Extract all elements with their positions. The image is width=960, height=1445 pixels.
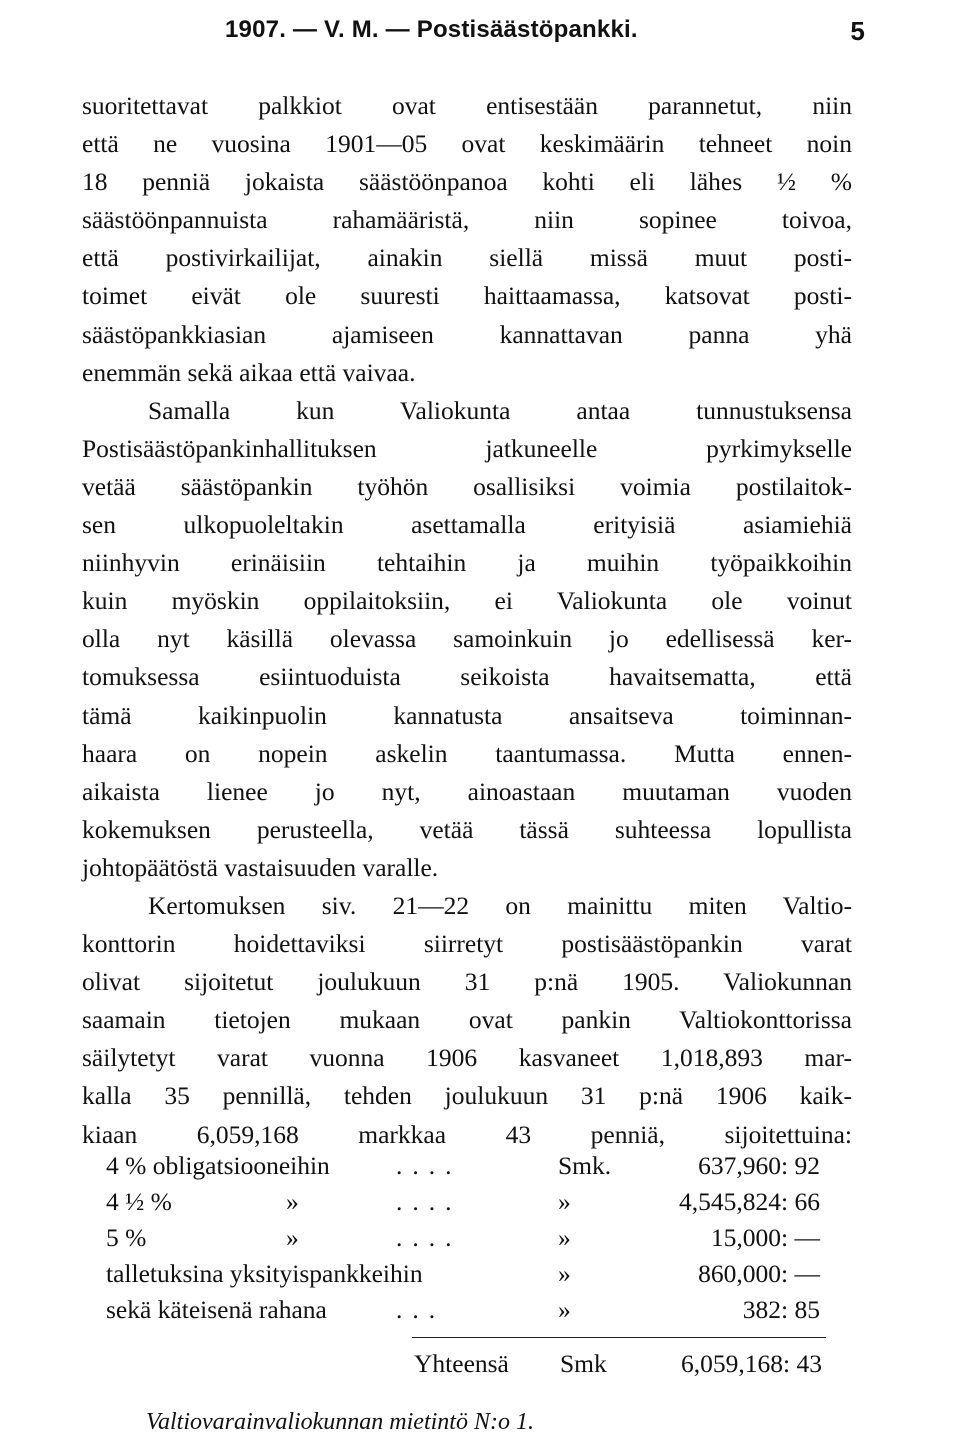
text-line: kokemuksen perusteella, vetää tässä suhteessa lopullista bbox=[82, 814, 852, 844]
currency-unit: » bbox=[558, 1187, 571, 1216]
dot-leader: ... bbox=[396, 1295, 446, 1324]
text-line: kiaan 6,059,168 markkaa 43 penniä, sijoitettuina: bbox=[82, 1119, 852, 1149]
holdings-table bbox=[106, 1148, 826, 1328]
dot-leader: .... bbox=[396, 1187, 462, 1216]
text-line: olivat sijoitetut joulukuun 31 p:nä 1905. Valiokunnan bbox=[82, 967, 852, 997]
text-line: vetää säästöpankin työhön osallisiksi voimia postilaitok- bbox=[82, 471, 852, 501]
total-amount: 6,059,168: 43 bbox=[681, 1349, 822, 1378]
text-line: enemmän sekä aikaa että vaivaa. bbox=[82, 357, 416, 387]
text-line: saamain tietojen mukaan ovat pankin Valtiokonttorissa bbox=[82, 1005, 852, 1035]
text-line: säilytetyt varat vuonna 1906 kasvaneet 1,018,893 mar- bbox=[82, 1043, 852, 1073]
holding-amount: 382: 85 bbox=[742, 1295, 820, 1324]
holdings-row bbox=[106, 1220, 826, 1256]
ditto-mark: » bbox=[286, 1187, 299, 1216]
holding-amount: 15,000: — bbox=[710, 1223, 820, 1252]
text-line: Postisäästöpankinhallituksen jatkuneelle pyrkimykselle bbox=[82, 433, 852, 463]
text-line: Samalla kun Valiokunta antaa tunnustuksensa bbox=[148, 395, 852, 425]
dot-leader: .... bbox=[396, 1151, 462, 1180]
currency-unit: » bbox=[558, 1295, 571, 1324]
text-line: tomuksessa esiintuoduista seikoista havaitsematta, että bbox=[82, 662, 852, 692]
holding-amount: 637,960: 92 bbox=[698, 1151, 820, 1180]
holding-amount: 4,545,824: 66 bbox=[679, 1187, 820, 1216]
holding-label: 4 % obligatsiooneihin bbox=[106, 1151, 330, 1180]
running-header bbox=[225, 16, 865, 56]
text-line: sen ulkopuoleltakin asettamalla erityisiä asiamiehiä bbox=[82, 510, 852, 540]
holdings-row bbox=[106, 1292, 826, 1328]
text-line: tämä kaikinpuolin kannatusta ansaitseva toiminnan- bbox=[82, 700, 852, 730]
text-line: säästöönpannuista rahamääristä, niin sopinee toivoa, bbox=[82, 205, 852, 235]
sum-rule bbox=[412, 1337, 826, 1338]
text-line: aikaista lienee jo nyt, ainoastaan muutaman vuoden bbox=[82, 776, 852, 806]
holding-label: sekä käteisenä rahana bbox=[106, 1295, 327, 1324]
holdings-row bbox=[106, 1148, 826, 1184]
currency-unit: » bbox=[558, 1223, 571, 1252]
text-line: että ne vuosina 1901—05 ovat keskimäärin tehneet noin bbox=[82, 129, 852, 159]
text-line: Kertomuksen siv. 21—22 on mainittu miten Valtio- bbox=[148, 890, 852, 920]
body-text bbox=[82, 88, 852, 1155]
text-line: olla nyt käsillä olevassa samoinkuin jo edellisessä ker- bbox=[82, 624, 852, 654]
text-line: säästöpankkiasian ajamiseen kannattavan panna yhä bbox=[82, 319, 852, 349]
text-line: 18 penniä jokaista säästöönpanoa kohti eli lähes ½ % bbox=[82, 167, 852, 197]
currency-unit: Smk. bbox=[558, 1151, 612, 1180]
text-line: toimet eivät ole suuresti haittaamassa, katsovat posti- bbox=[82, 281, 852, 311]
holding-label: 4 ½ % bbox=[106, 1187, 172, 1216]
text-line: kuin myöskin oppilaitoksiin, ei Valiokunta ole voinut bbox=[82, 586, 852, 616]
text-line: konttorin hoidettaviksi siirretyt postisäästöpankin varat bbox=[82, 929, 852, 959]
currency-unit: » bbox=[558, 1259, 571, 1288]
text-line: johtopäätöstä vastaisuuden varalle. bbox=[82, 852, 439, 882]
text-line: niinhyvin erinäisiin tehtaihin ja muihin työpaikkoihin bbox=[82, 548, 852, 578]
total-label: Yhteensä bbox=[414, 1349, 509, 1378]
holding-label: talletuksina yksityispankkeihin bbox=[106, 1259, 423, 1288]
ditto-mark: » bbox=[286, 1223, 299, 1252]
text-line: kalla 35 pennillä, tehden joulukuun 31 p:nä 1906 kaik- bbox=[82, 1081, 852, 1111]
holding-amount: 860,000: — bbox=[698, 1259, 820, 1288]
holdings-row bbox=[106, 1184, 826, 1220]
dot-leader: .... bbox=[396, 1223, 462, 1252]
footer-signature: Valtiovarainvaliokunnan mietintö N:o 1. bbox=[146, 1409, 534, 1435]
text-line: haara on nopein askelin taantumassa. Mutta ennen- bbox=[82, 738, 852, 768]
holding-label: 5 % bbox=[106, 1223, 147, 1252]
total-row bbox=[414, 1346, 824, 1382]
total-unit: Smk bbox=[560, 1349, 607, 1378]
text-line: että postivirkailijat, ainakin siellä missä muut posti- bbox=[82, 243, 852, 273]
running-head-title: 1907. — V. M. — Postisäästöpankki. bbox=[225, 16, 638, 43]
text-line: suoritettavat palkkiot ovat entisestään parannetut, niin bbox=[82, 91, 852, 120]
holdings-row bbox=[106, 1256, 826, 1292]
page-number: 5 bbox=[850, 16, 865, 46]
